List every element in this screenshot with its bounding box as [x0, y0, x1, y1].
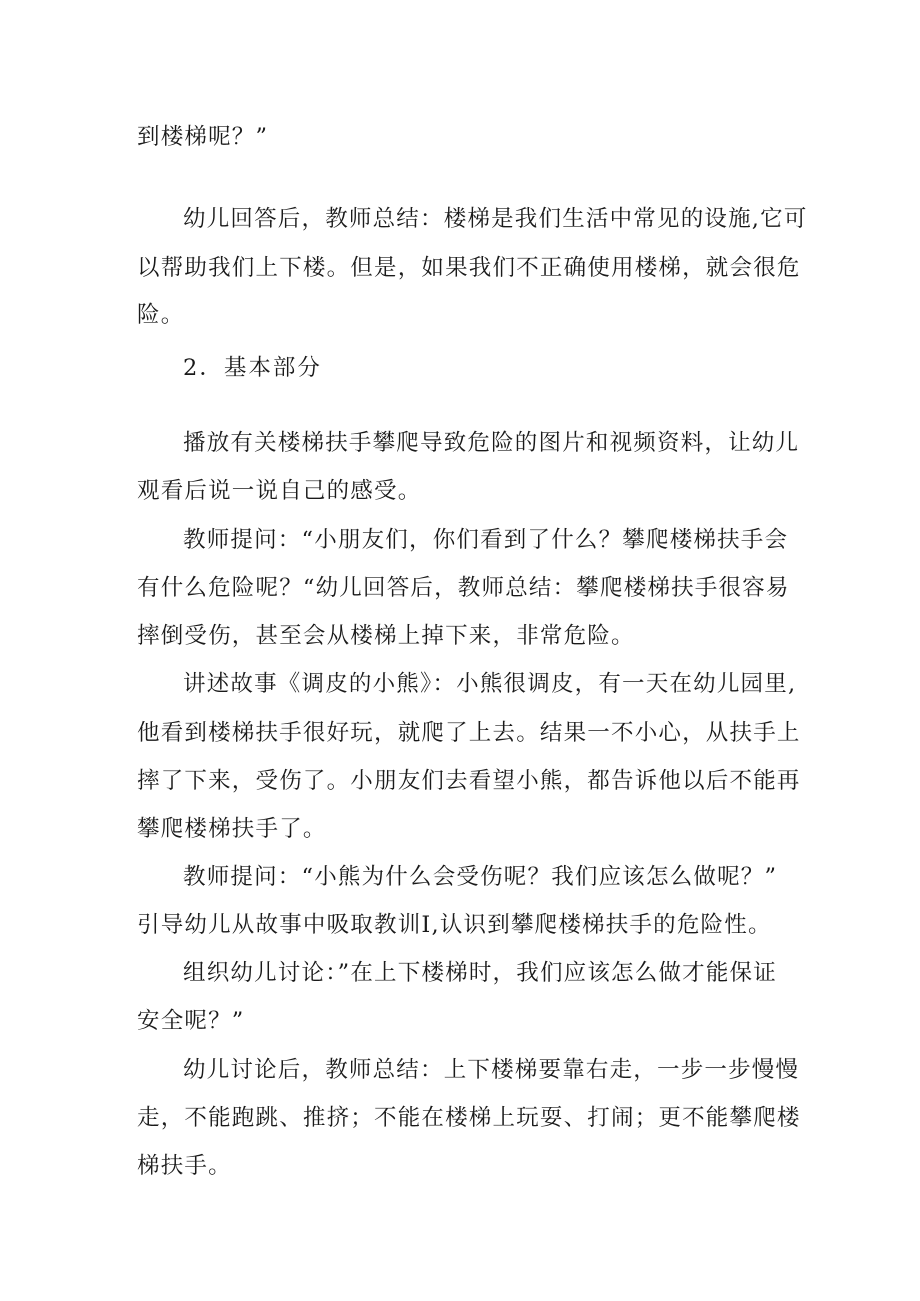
text-line: 引导幼儿从故事中吸取教训I,认识到攀爬楼梯扶手的危险性。 — [137, 912, 772, 938]
text-line: 安全呢？” — [137, 1008, 245, 1034]
section-heading: 2．基本部分 — [183, 355, 322, 381]
text-line: 走，不能跑跳、推挤；不能在楼梯上玩耍、打闹；更不能攀爬楼 — [137, 1105, 801, 1131]
text-line: 组织幼儿讨论：”在上下楼梯时，我们应该怎么做才能保证 — [183, 960, 777, 986]
text-line: 攀爬楼梯扶手了。 — [137, 816, 327, 842]
text-line: 梯扶手。 — [137, 1153, 232, 1179]
text-line: 讲述故事《调皮的小熊》：小熊很调皮，有一天在幼儿园里, — [183, 671, 797, 697]
text-line: 播放有关楼梯扶手攀爬导致危险的图片和视频资料，让幼儿 — [183, 430, 800, 456]
text-line: 教师提问：“小熊为什么会受伤呢？我们应该怎么做呢？” — [183, 864, 778, 890]
text-line: 到楼梯呢？” — [137, 124, 269, 150]
text-line: 观看后说一说自己的感受。 — [137, 478, 422, 504]
text-line: 险。 — [137, 302, 185, 328]
text-line: 幼儿讨论后，教师总结：上下楼梯要靠右走，一步一步慢慢 — [183, 1057, 800, 1083]
text-line: 有什么危险呢？“幼儿回答后，教师总结：攀爬楼梯扶手很容易 — [137, 575, 790, 601]
text-line: 以帮助我们上下楼。但是，如果我们不正确使用楼梯，就会很危 — [137, 255, 801, 281]
text-line: 摔了下来，受伤了。小朋友们去看望小熊，都告诉他以后不能再 — [137, 768, 801, 794]
text-line: 他看到楼梯扶手很好玩，就爬了上去。结果一不小心，从扶手上 — [137, 720, 801, 746]
text-line: 教师提问：“小朋友们，你们看到了什么？攀爬楼梯扶手会 — [183, 527, 789, 553]
text-line: 幼儿回答后，教师总结：楼梯是我们生活中常见的设施,它可 — [183, 206, 808, 232]
text-line: 摔倒受伤，甚至会从楼梯上掉下来，非常危险。 — [137, 623, 635, 649]
